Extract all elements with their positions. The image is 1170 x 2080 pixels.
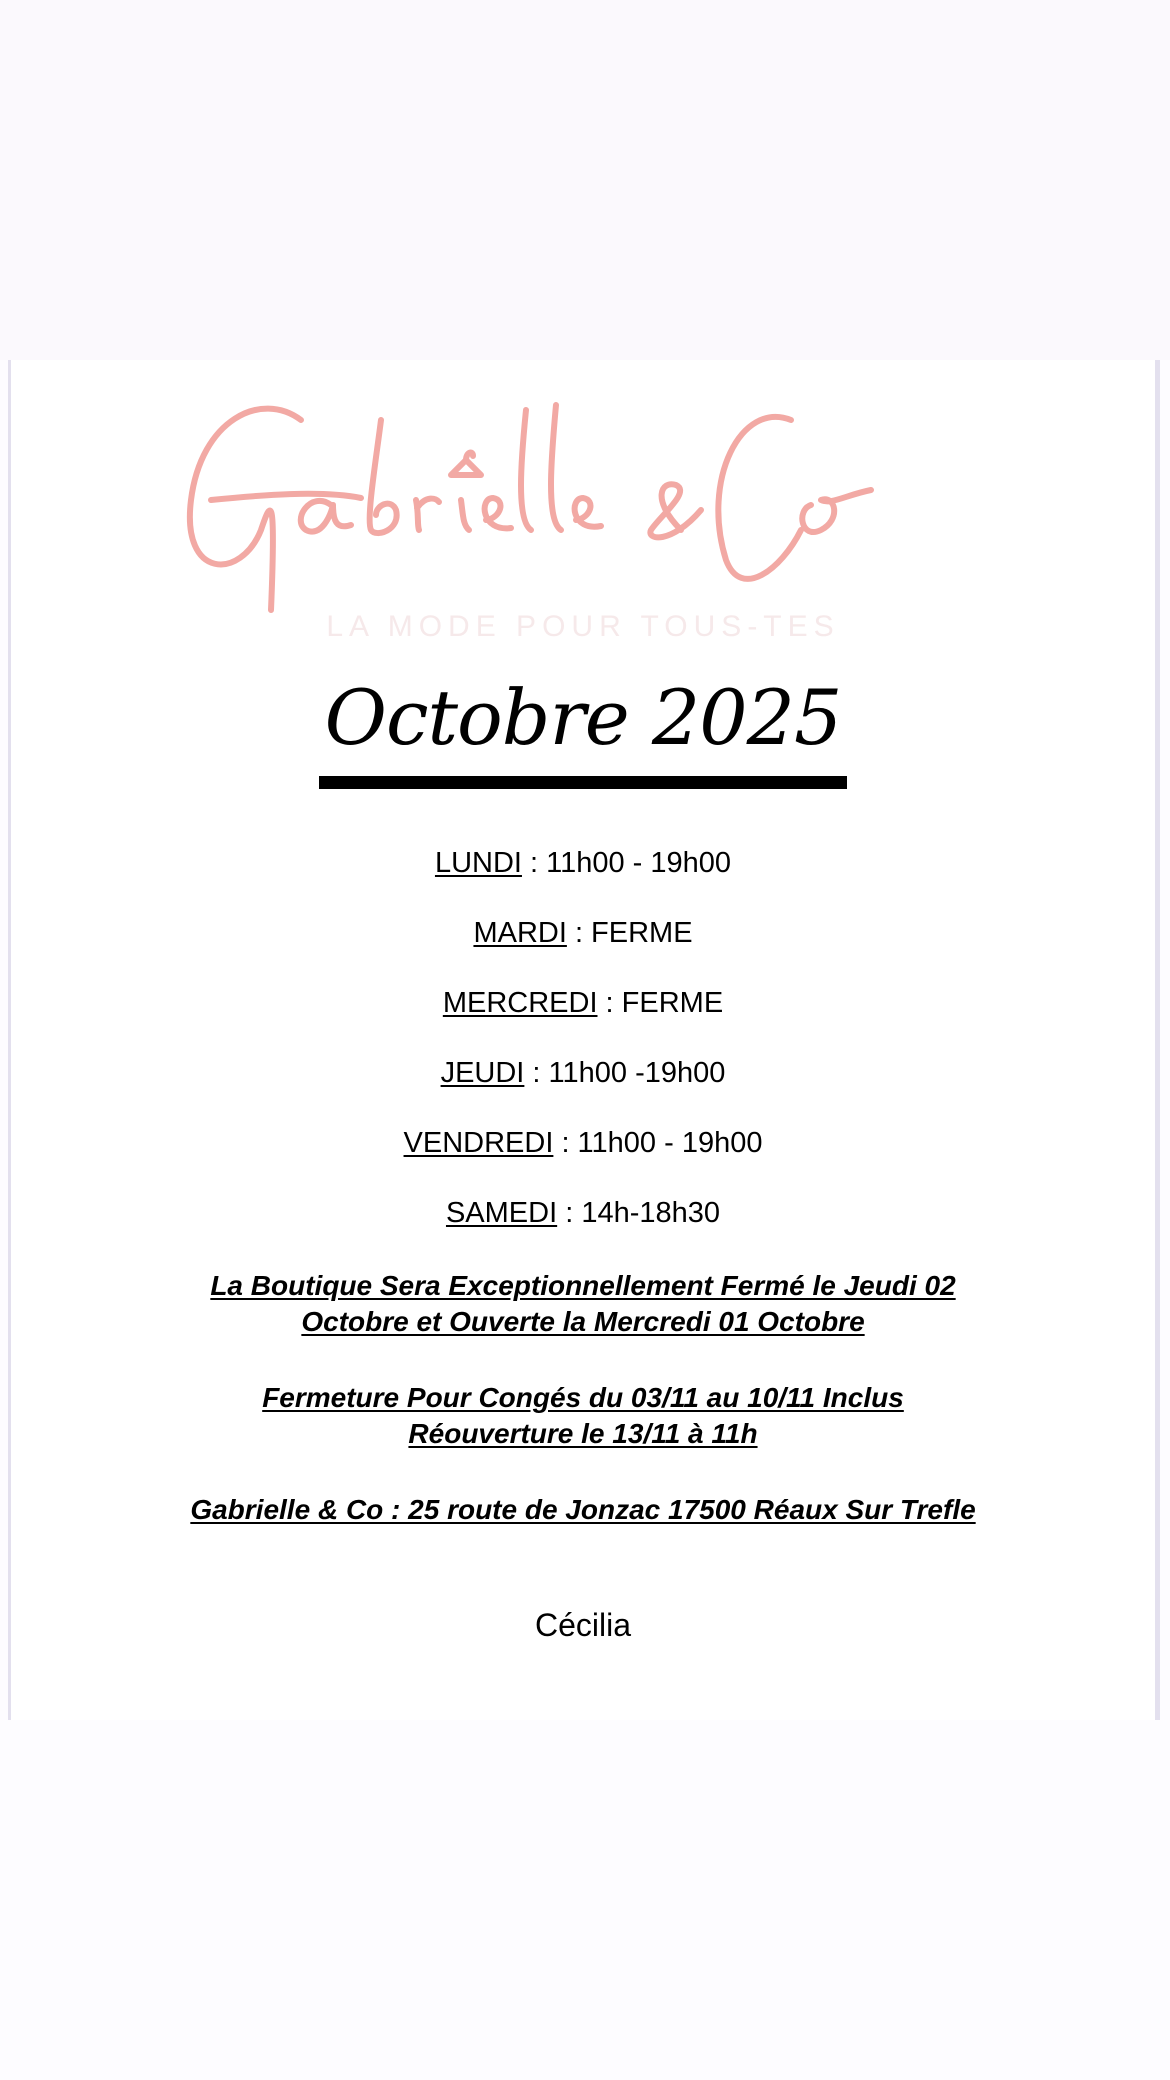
notice-line: Réouverture le 13/11 à 11h bbox=[408, 1418, 758, 1449]
day-label: MARDI bbox=[473, 917, 567, 949]
hours-row-vendredi bbox=[11, 1125, 1155, 1195]
exceptional-closure-notice bbox=[11, 1268, 1155, 1340]
day-label: VENDREDI bbox=[403, 1127, 554, 1159]
hours-value: : FERME bbox=[566, 917, 693, 949]
month-title bbox=[11, 673, 1155, 789]
brand-tagline: LA MODE POUR TOUS-TES bbox=[326, 610, 840, 643]
hours-row-samedi bbox=[11, 1195, 1155, 1265]
notice-line: La Boutique Sera Exceptionnellement Fermé le Jeudi 02 bbox=[210, 1270, 956, 1301]
hours-value: : 11h00 -19h00 bbox=[524, 1057, 726, 1089]
hours-value: : 11h00 - 19h00 bbox=[553, 1127, 763, 1159]
day-label: MERCREDI bbox=[442, 987, 598, 1019]
notice-line: Octobre et Ouverte la Mercredi 01 Octobre bbox=[301, 1306, 865, 1337]
top-blank-area bbox=[0, 0, 1170, 360]
hours-row-mardi bbox=[11, 915, 1155, 985]
hours-value: : 14h-18h30 bbox=[557, 1197, 721, 1229]
holiday-closure-notice bbox=[11, 1380, 1155, 1452]
opening-hours-list bbox=[11, 845, 1155, 1265]
hours-row-lundi bbox=[11, 845, 1155, 915]
day-label: SAMEDI bbox=[445, 1197, 558, 1229]
signature: Cécilia bbox=[534, 1607, 632, 1643]
announcement-sheet bbox=[8, 360, 1160, 1720]
day-label: JEUDI bbox=[440, 1057, 525, 1089]
shop-address: Gabrielle & Co : 25 route de Jonzac 17500 Réaux Sur Trefle bbox=[190, 1494, 976, 1525]
day-label: LUNDI bbox=[434, 847, 522, 879]
hours-value: : 11h00 - 19h00 bbox=[521, 847, 732, 879]
notice-line: Fermeture Pour Congés du 03/11 au 10/11 Inclus bbox=[262, 1382, 904, 1413]
month-title-text: Octobre 2025 bbox=[319, 678, 848, 789]
hours-value: : FERME bbox=[597, 987, 724, 1019]
hours-row-mercredi bbox=[11, 985, 1155, 1055]
hours-row-jeudi bbox=[11, 1055, 1155, 1125]
